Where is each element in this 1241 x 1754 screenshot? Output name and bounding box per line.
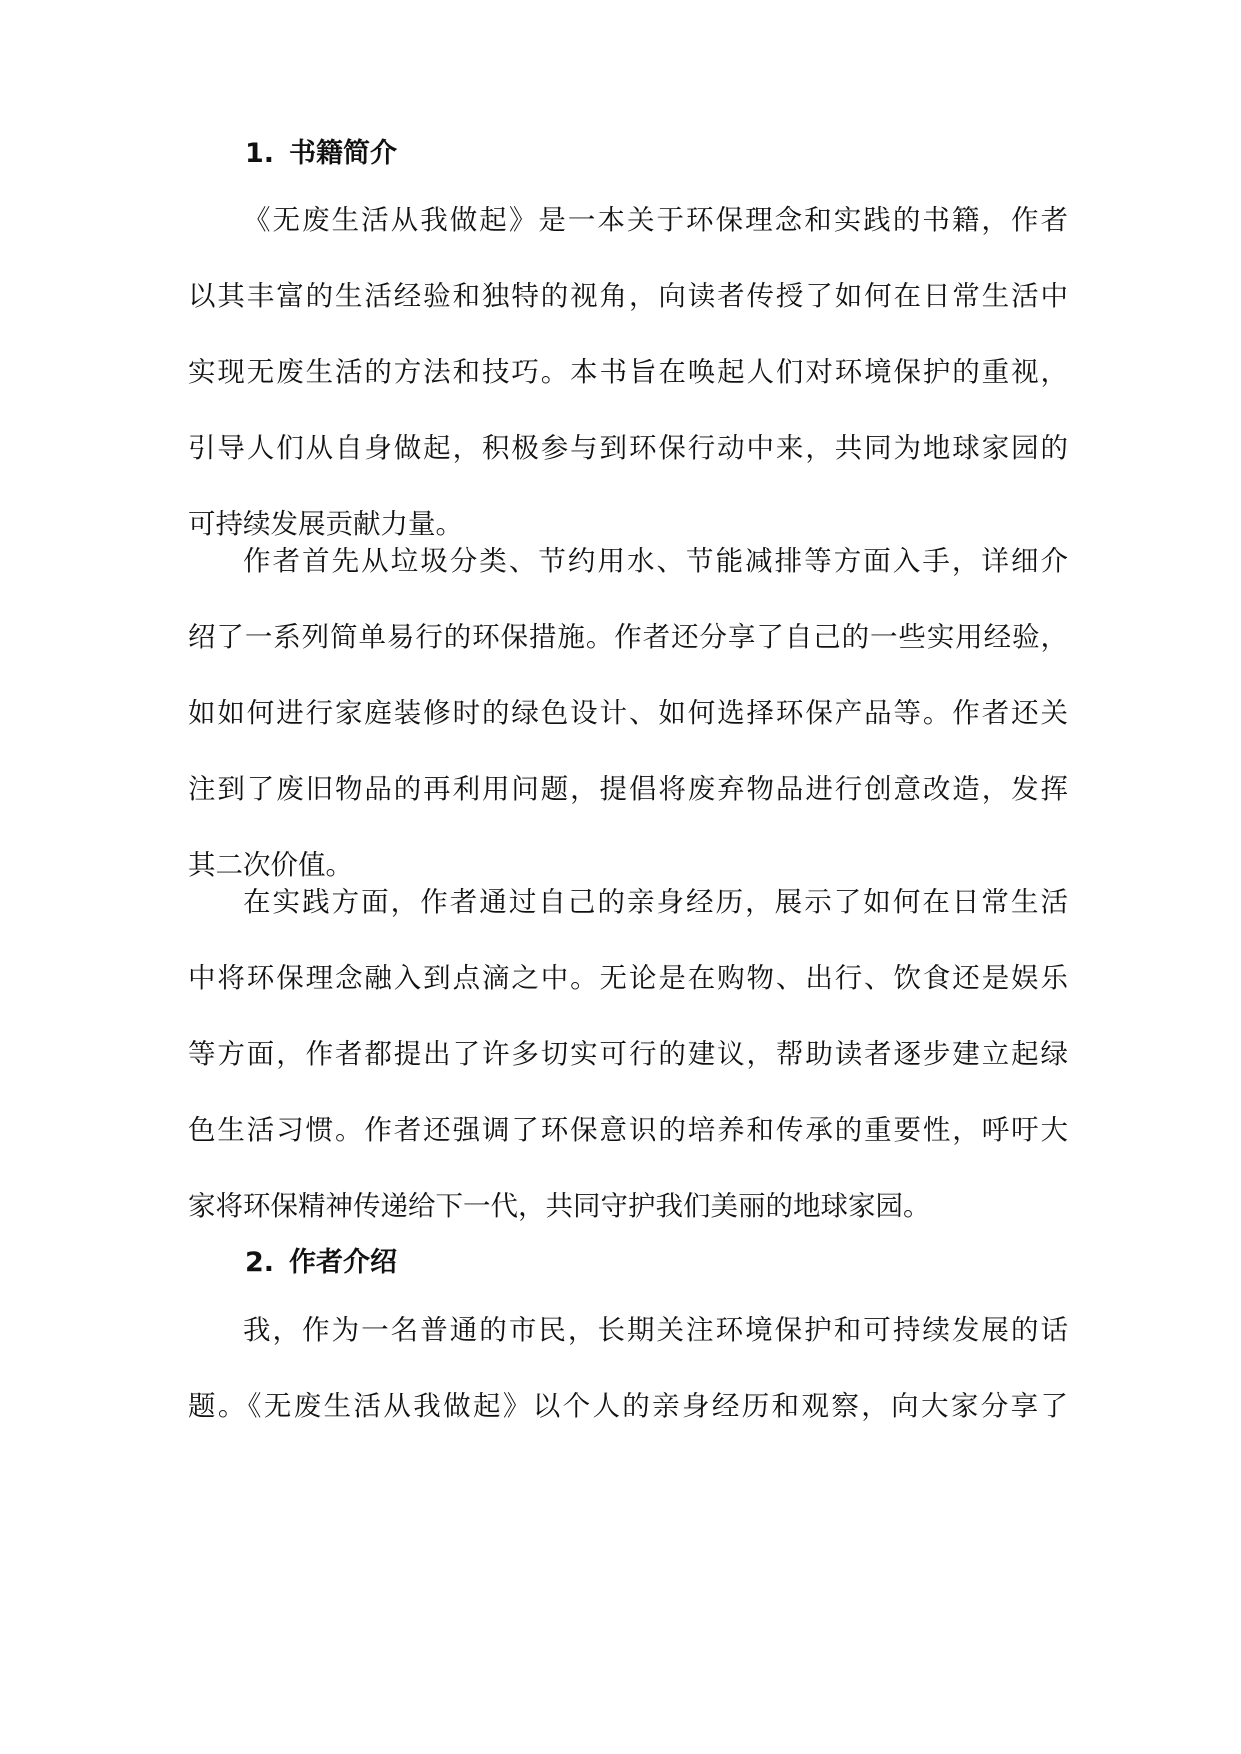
- paragraph-line: 实现无废生活的方法和技巧。本书旨在唤起人们对环境保护的重视，: [188, 356, 1068, 388]
- paragraph: [188, 864, 1068, 1244]
- paragraph-line: 可持续发展贡献力量。: [188, 508, 463, 540]
- paragraph-line: 中将环保理念融入到点滴之中。无论是在购物、出行、饮食还是娱乐: [188, 962, 1068, 994]
- paragraph-line: 家将环保精神传递给下一代，共同守护我们美丽的地球家园。: [188, 1190, 931, 1222]
- paragraph-line: 引导人们从自身做起，积极参与到环保行动中来，共同为地球家园的: [188, 432, 1068, 464]
- paragraph-line: 其二次价值。: [188, 849, 353, 881]
- paragraph: [188, 523, 1068, 903]
- paragraph-line: 《无废生活从我做起》是一本关于环保理念和实践的书籍，作者: [243, 204, 1068, 236]
- paragraph-line: 我，作为一名普通的市民，长期关注环境保护和可持续发展的话: [243, 1314, 1068, 1346]
- section-heading-1: [245, 134, 397, 174]
- paragraph-line: 在实践方面，作者通过自己的亲身经历，展示了如何在日常生活: [243, 886, 1068, 918]
- section-title: 作者介绍: [289, 1247, 397, 1278]
- section-title: 书籍简介: [289, 138, 397, 169]
- paragraph-line: 以其丰富的生活经验和独特的视角，向读者传授了如何在日常生活中: [188, 280, 1068, 312]
- section-heading-2: [245, 1243, 397, 1283]
- paragraph-line: 色生活习惯。作者还强调了环保意识的培养和传承的重要性，呼吁大: [188, 1114, 1068, 1146]
- section-number: 1.: [245, 138, 275, 169]
- paragraph-line: 等方面，作者都提出了许多切实可行的建议，帮助读者逐步建立起绿: [188, 1038, 1068, 1070]
- paragraph-line: 如如何进行家庭装修时的绿色设计、如何选择环保产品等。作者还关: [188, 697, 1068, 729]
- paragraph-line: 题。《无废生活从我做起》以个人的亲身经历和观察，向大家分享了: [188, 1390, 1068, 1422]
- paragraph-line: 作者首先从垃圾分类、节约用水、节能减排等方面入手，详细介: [243, 545, 1068, 577]
- paragraph-line: 注到了废旧物品的再利用问题，提倡将废弃物品进行创意改造，发挥: [188, 773, 1068, 805]
- paragraph: [188, 1292, 1068, 1444]
- section-number: 2.: [245, 1247, 275, 1278]
- paragraph: [188, 182, 1068, 562]
- paragraph-line: 绍了一系列简单易行的环保措施。作者还分享了自己的一些实用经验，: [188, 621, 1068, 653]
